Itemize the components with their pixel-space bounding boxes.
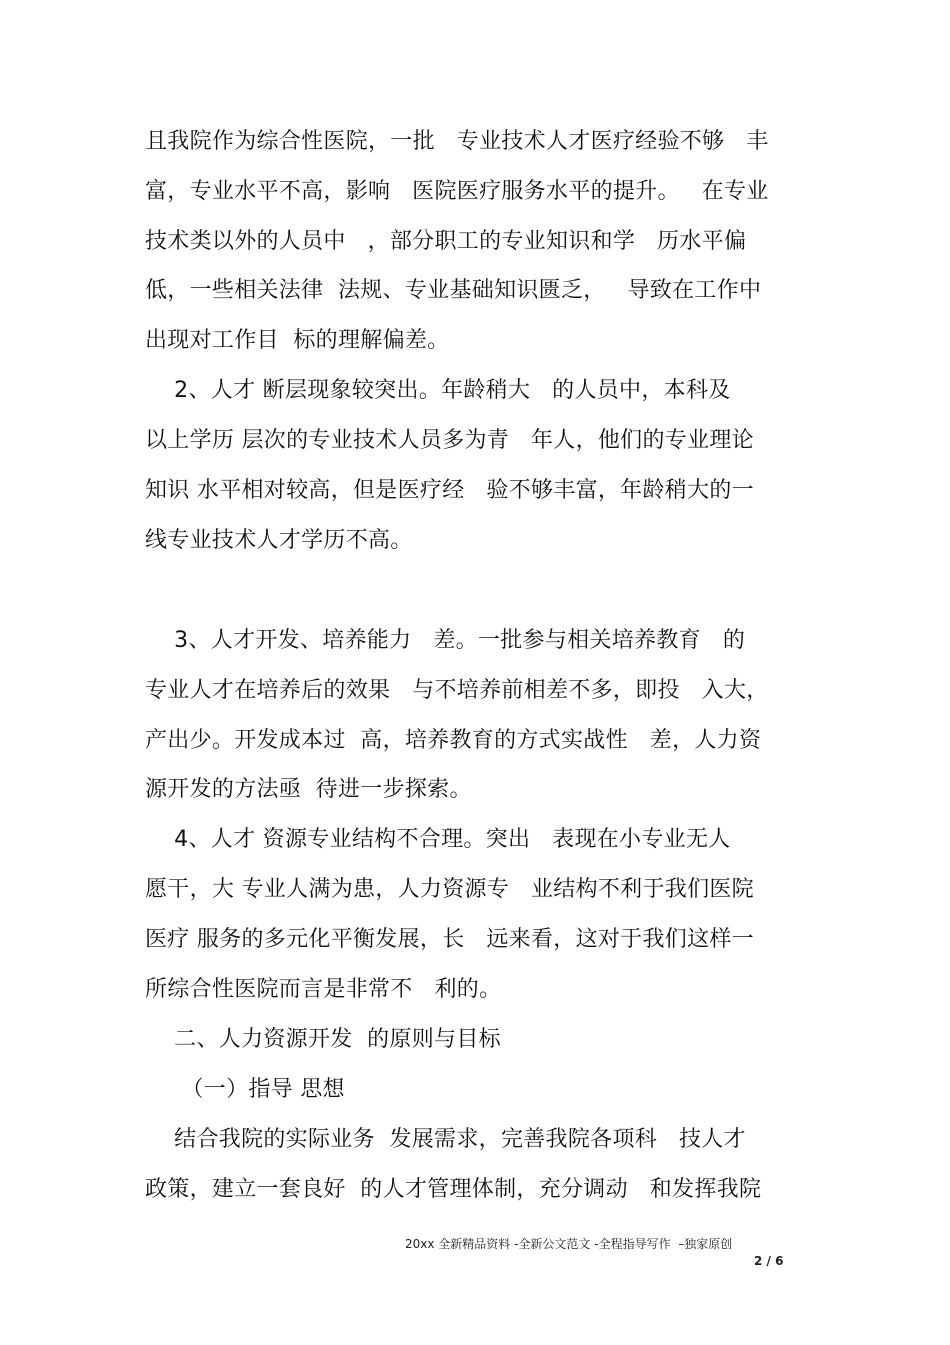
body-text-line: 以上学历 层次的专业技术人员多为青 年人，他们的专业理论 [145,428,754,453]
body-text-line: 2、人才 断层现象较突出。年龄稍大 的人员中，本科及 [145,378,731,403]
body-text-line: 所综合性医院而言是非常不 利的。 [145,977,502,1002]
body-text-line: 政策，建立一套良好 的人才管理体制，充分调动 和发挥我院 [145,1177,762,1202]
body-text-line: 且我院作为综合性医院，一批 专业技术人才医疗经验不够 丰 [145,129,769,154]
body-text-line: 低，一些相关法律 法规、专业基础知识匮乏， 导致在工作中 [145,278,762,303]
body-text-line: 4、人才 资源专业结构不合理。突出 表现在小专业无人 [145,827,731,852]
body-text-line: 富，专业水平不高，影响 医院医疗服务水平的提升。 在专业 [145,179,769,204]
body-text-line: 结合我院的实际业务 发展需求，完善我院各项科 技人才 [145,1127,746,1152]
body-text-line: 3、人才开发、培养能力 差。一批参与相关培养教育 的 [145,628,746,653]
section-heading: 二、人力资源开发 的原则与目标 [145,1027,501,1052]
body-text-line: 产出少。开发成本过 高，培养教育的方式实战性 差，人力资 [145,728,762,753]
body-text-line: 知识 水平相对较高，但是医疗经 验不够丰富，年龄稍大的一 [145,478,754,503]
body-text-line: 愿干，大 专业人满为患，人力资源专 业结构不利于我们医院 [145,877,754,902]
body-text-line: 专业人才在培养后的效果 与不培养前相差不多，即投 入大， [145,678,769,703]
body-text-line: 源开发的方法亟 待进一步探索。 [145,777,472,802]
body-text-line: 出现对工作目 标的理解偏差。 [145,328,450,353]
page-number: 2 / 6 [754,1254,784,1268]
body-text-line: 技术类以外的人员中 ，部分职工的专业知识和学 历水平偏 [145,229,747,254]
subsection-heading: （一）指导 思想 [145,1077,345,1102]
footer-text: 20xx 全新精品资料 -全新公文范文 -全程指导写作 –独家原创 [405,1237,733,1251]
body-text-line: 医疗 服务的多元化平衡发展，长 远来看，这对于我们这样一 [145,927,754,952]
body-text-line: 线专业技术人才学历不高。 [145,528,413,553]
